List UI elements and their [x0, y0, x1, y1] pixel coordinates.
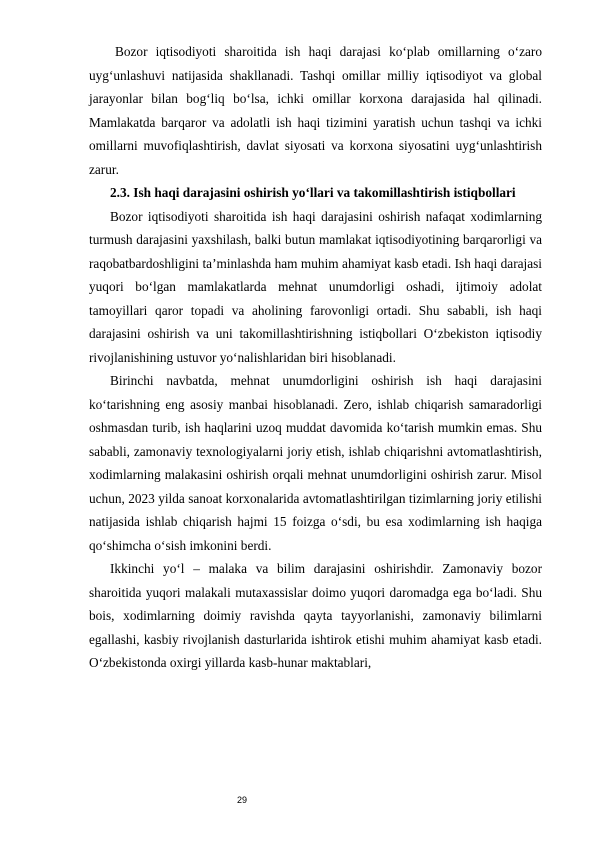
paragraph-3: Ikkinchi yo‘l – malaka va bilim darajasini oshirishdir. Zamonaviy bozor sharoitida yuqori malakali mutaxassislar doimo yuqori daromadga ega bo‘ladi. Shu bois, xodimlarning doimiy ravishda qayta tayyorlanishi, zamonaviy bilimlarni egallashi, kasbiy rivojlanish dasturlarida ishtirok etishi muhim ahamiyat kasb etadi. O‘zbekistonda oxirgi yillarda kasb-hunar maktablari,: [89, 561, 542, 670]
page-number: 29: [236, 795, 247, 805]
intro-paragraph: Bozor iqtisodiyoti sharoitida ish haqi darajasi ko‘plab omillarning o‘zaro uyg‘unlashuvi natijasida shakllanadi. Tashqi omillar milliy iqtisodiyot va global jarayonlar bilan bog‘liq bo‘lsa, ichki omillar korxona darajasida hal qilinadi. Mamlakatda barqaror va adolatli ish haqi tizimini yaratish uchun tashqi va ichki omillarni muvofiqlashtirish, davlat siyosati va korxona siyosatini uyg‘unlashtirish zarur.: [89, 44, 542, 177]
section-heading: 2.3. Ish haqi darajasini oshirish yo‘llari va takomillashtirish istiqbollari: [110, 185, 516, 200]
paragraph-1: Bozor iqtisodiyoti sharoitida ish haqi darajasini oshirish nafaqat xodimlarning turmush darajasini yaxshilash, balki butun mamlakat iqtisodiyotining barqarorligi va raqobatbardoshligini ta’minlashda ham muhim ahamiyat kasb etadi. Ish haqi darajasi yuqori bo‘lgan mamlakatlarda mehnat unumdorligi oshadi, ijtimoiy adolat tamoyillari qaror topadi va aholining farovonligi ortadi. Shu sababli, ish haqi darajasini oshirish va uni takomillashtirishning istiqbollari O‘zbekiston iqtisodiy rivojlanishining ustuvor yo‘nalishlaridan biri hisoblanadi.: [89, 208, 542, 365]
paragraph-2: Birinchi navbatda, mehnat unumdorligini oshirish ish haqi darajasini ko‘tarishning eng asosiy manbai hisoblanadi. Zero, ishlab chiqarish samaradorligi oshmasdan turib, ish haqlarini uzoq muddat davomida ko‘tarish mumkin emas. Shu sababli, zamonaviy texnologiyalarni joriy etish, ishlab chiqarishni avtomatlashtirish, xodimlarning malakasini oshirish orqali mehnat unumdorligini oshirish zarur. Misol uchun, 2023 yilda sanoat korxonalarida avtomatlashtirilgan tizimlarning joriy etilishi natijasida ishlab chiqarish hajmi 15 foizga o‘sdi, bu esa xodimlarning ish haqiga qo‘shimcha o‘sish imkonini berdi.: [89, 373, 542, 553]
document-page: [89, 40, 542, 675]
